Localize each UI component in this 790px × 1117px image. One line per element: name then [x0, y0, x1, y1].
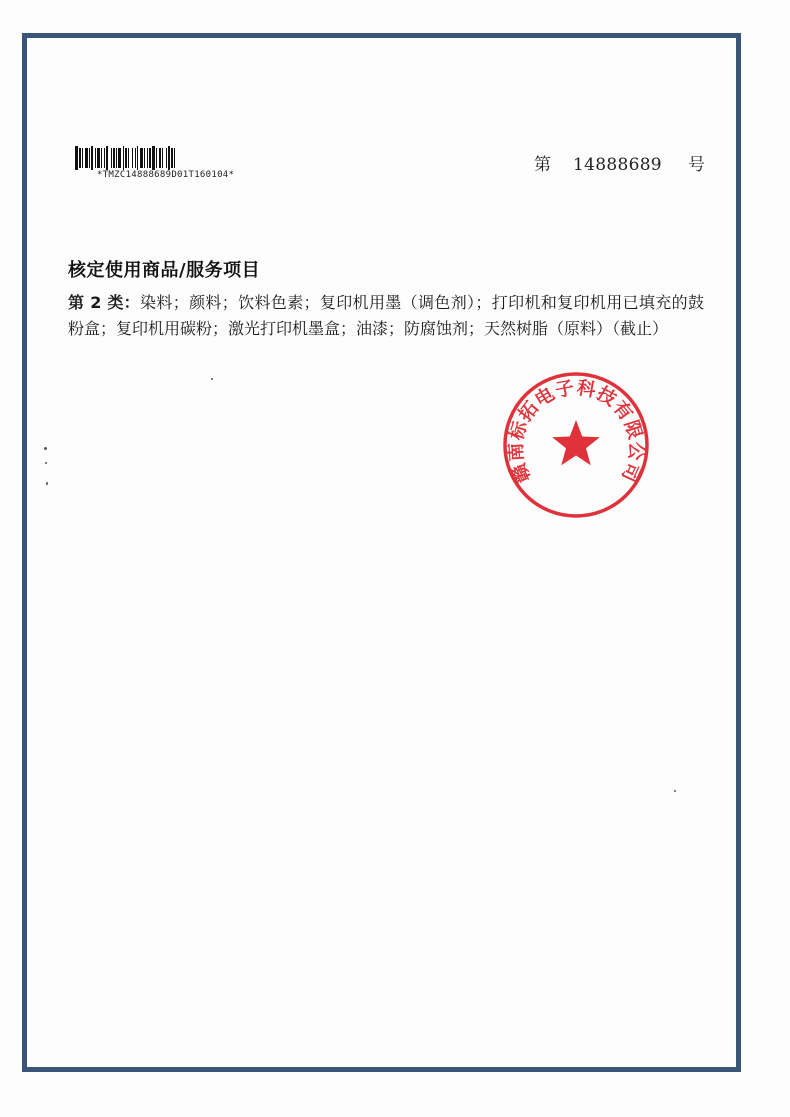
barcode-bar [162, 148, 163, 168]
barcode-bar [106, 146, 108, 170]
scan-speck [211, 378, 213, 380]
barcode-bar [128, 148, 129, 168]
barcode-bar [111, 148, 112, 168]
seal-text: 赣南标拓电子科技有限公司 [505, 377, 647, 486]
barcode-bar [132, 148, 133, 168]
barcode-bar [144, 148, 145, 168]
barcode-bar [140, 148, 143, 168]
registration-suffix: 号 [687, 155, 705, 175]
scan-speck [45, 462, 47, 464]
barcode-bar [166, 148, 167, 168]
section-title: 核定使用商品/服务项目 [68, 260, 261, 281]
barcode-bar [104, 148, 105, 168]
star-icon [552, 420, 600, 465]
goods-list [68, 290, 704, 342]
barcode-bar [97, 148, 100, 168]
barcode-bar [101, 148, 102, 168]
barcode-bar [152, 146, 155, 170]
barcode-bar [79, 148, 81, 168]
barcode-bar [118, 148, 121, 168]
barcode-bar [95, 148, 96, 168]
barcode-bar [123, 146, 124, 170]
barcode [75, 146, 265, 170]
scan-speck [46, 482, 48, 485]
barcode-bar [168, 146, 170, 170]
barcode-bar [159, 148, 161, 168]
page-border [22, 33, 741, 1072]
barcode-bar [156, 148, 157, 168]
registration-prefix: 第 [534, 155, 551, 175]
scan-speck [674, 790, 676, 792]
scan-speck [44, 447, 47, 450]
barcode-bar [116, 148, 117, 168]
goods-text: 染料；颜料；饮料色素；复印机用墨（调色剂）；打印机和复印机用已填充的鼓粉盒；复印机用碳粉；激光打印机墨盒；油漆；防腐蚀剂；天然树脂（原料）（截止） [68, 293, 704, 338]
barcode-caption: *TMZC14888689D01T160104* [97, 170, 235, 180]
barcode-bar [91, 146, 93, 170]
barcode-bar [82, 148, 83, 168]
barcode-bar [75, 146, 78, 170]
barcode-bar [147, 148, 148, 168]
company-seal [501, 370, 651, 520]
registration-number-line [534, 150, 705, 175]
barcode-bar [89, 148, 90, 168]
barcode-bar [135, 148, 136, 168]
barcode-bar [174, 148, 175, 168]
class-label: 第 2 类： [68, 293, 141, 312]
barcode-bar [125, 148, 127, 168]
barcode-bar [113, 148, 115, 168]
barcode-bar [171, 148, 173, 168]
barcode-bar [85, 148, 88, 168]
barcode-bar [137, 146, 138, 170]
registration-number: 14888689 [573, 155, 662, 175]
barcode-bar [149, 148, 151, 168]
